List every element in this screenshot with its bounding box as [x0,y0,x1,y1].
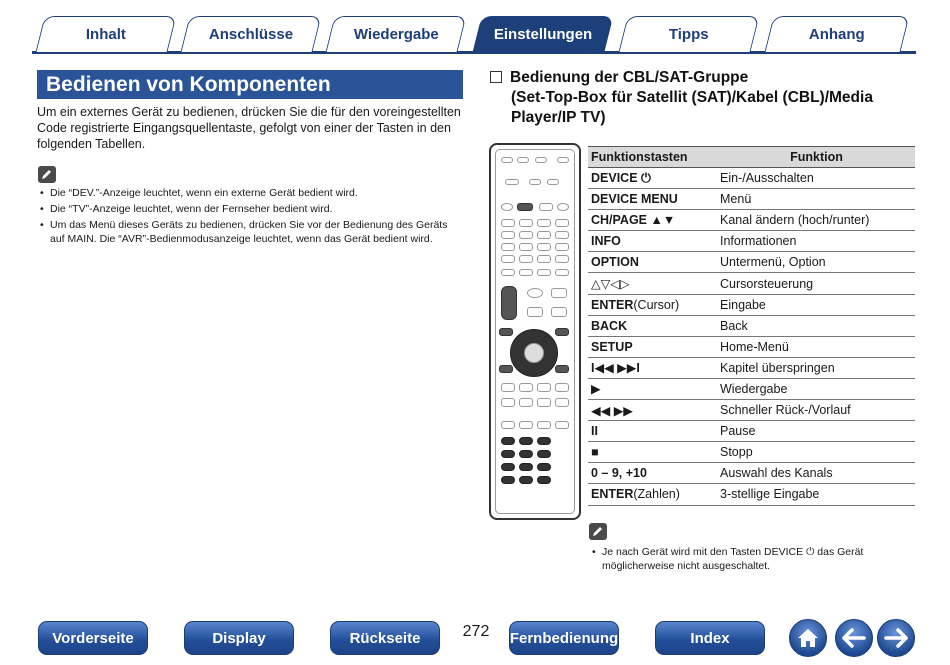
remote-key [519,255,533,263]
remote-number-key [519,463,533,471]
key-label: ENTER [591,487,634,502]
remote-indicator [547,179,559,185]
key-label: INFO [591,234,621,249]
row-key [588,400,718,421]
home-icon[interactable] [789,619,827,657]
display-button[interactable]: Display [184,621,294,655]
remote-indicator [529,179,541,185]
remote-number-key [537,463,551,471]
remote-key [557,203,569,211]
pencil-icon [589,523,607,540]
page-number: 272 [462,623,490,640]
function-table [588,146,915,506]
row-key [588,168,718,189]
key-label: ▶ [591,382,601,397]
section-heading [490,68,920,128]
remote-key [555,231,569,239]
row-function: 3-stellige Eingabe [718,484,915,505]
tab-label: Wiedergabe [353,26,439,43]
row-function: Eingabe [718,294,915,315]
remote-number-key [537,450,551,458]
row-key [588,189,718,210]
table-row [588,336,915,357]
remote-enter-key [524,343,544,363]
remote-key [555,398,569,407]
remote-key [501,269,515,276]
table-row [588,378,915,399]
checkbox-icon [490,71,502,83]
chapter-tabs [32,16,916,54]
row-key [588,357,718,378]
remote-number-key [501,437,515,445]
remote-key [537,383,551,392]
row-function: Auswahl des Kanals [718,463,915,484]
tab-label: Tipps [669,26,709,43]
key-label: CH/PAGE ▲▼ [591,213,676,228]
row-function: Untermenü, Option [718,252,915,273]
remote-key [519,398,533,407]
key-label: BACK [591,318,628,333]
remote-key [555,255,569,263]
row-key [588,210,718,231]
remote-key [501,255,515,263]
remote-key [555,219,569,227]
table-row [588,400,915,421]
tab-label: Einstellungen [493,26,593,43]
row-function: Stopp [718,442,915,463]
page-title: Bedienen von Komponenten [37,70,463,99]
row-function: Menü [718,189,915,210]
row-function: Ein-/Ausschalten [718,168,915,189]
key-label: SETUP [591,339,633,354]
front-panel-button[interactable]: Vorderseite [38,621,148,655]
list-item: • Je nach Gerät wird mit den Tasten DEVICE ⏻ das Gerät möglicherweise nicht ausgeschaltet. [590,545,910,573]
remote-key [519,219,533,227]
remote-indicator [505,179,519,185]
remote-key [519,243,533,251]
remote-key [537,243,551,251]
remote-key [551,288,567,298]
table-row [588,463,915,484]
remote-key [501,421,515,429]
arrow-left-icon[interactable] [835,619,873,657]
remote-key [537,421,551,429]
remote-key [501,231,515,239]
key-label: 0 – 9, +10 [591,466,647,481]
remote-number-key [501,476,515,484]
tab-label: Anhang [808,26,865,43]
row-key [588,463,718,484]
key-suffix: (Cursor) [633,297,680,312]
tab-anschluesse[interactable] [181,16,322,52]
row-key [588,231,718,252]
remote-key [517,203,533,211]
key-suffix: (Zahlen) [633,487,680,502]
row-function: Back [718,315,915,336]
index-button[interactable]: Index [655,621,765,655]
remote-key [555,421,569,429]
remote-key [519,421,533,429]
remote-key [537,269,551,276]
table-row [588,421,915,442]
rear-panel-button[interactable]: Rückseite [330,621,440,655]
remote-key [539,203,553,211]
row-key [588,442,718,463]
row-function: Informationen [718,231,915,252]
table-row [588,168,915,189]
remote-key [501,219,515,227]
remote-key [499,328,513,336]
table-row [588,484,915,505]
intro-text: Um ein externes Gerät zu bedienen, drücken Sie die für den voreingestellten Code registrierte Eingangsquellentaste, gefolgt von einer der Tasten in den folgenden Tabellen. [37,105,461,151]
remote-key [519,269,533,276]
tab-label: Inhalt [85,26,126,43]
heading-line: (Set-Top-Box für Satellit (SAT)/Kabel (CBL)/Media Player/IP TV) [511,89,873,126]
tab-anhang[interactable] [765,16,910,52]
remote-key [519,231,533,239]
row-function: Home-Menü [718,336,915,357]
table-row [588,189,915,210]
column-header-keys: Funktionstasten [588,147,718,168]
remote-control-button[interactable]: Fernbedienung [509,621,619,655]
remote-key [527,307,543,317]
tab-einstellungen[interactable] [473,16,614,52]
key-label: DEVICE ⏻ [591,170,651,185]
tab-label: Anschlüsse [208,26,293,43]
remote-key [501,203,513,211]
remote-key [537,231,551,239]
table-row [588,315,915,336]
row-key [588,273,718,294]
list-item: • Die “TV”-Anzeige leuchtet, wenn der Fernseher bedient wird. [38,202,458,216]
remote-rocker [501,286,517,320]
remote-key [501,157,513,163]
heading-line: Bedienung der CBL/SAT-Gruppe [510,69,749,86]
remote-key [557,157,569,163]
row-function: Kanal ändern (hoch/runter) [718,210,915,231]
row-function: Cursorsteuerung [718,273,915,294]
tab-tipps[interactable] [619,16,760,52]
row-key [588,252,718,273]
row-key [588,421,718,442]
remote-key [499,365,513,373]
key-label: DEVICE MENU [591,192,678,207]
remote-key [537,219,551,227]
remote-number-key [537,476,551,484]
row-function: Schneller Rück-/Vorlauf [718,400,915,421]
row-function: Wiedergabe [718,378,915,399]
list-item: • Die “DEV.”-Anzeige leuchtet, wenn ein externe Gerät bedient wird. [38,186,458,200]
remote-key [501,398,515,407]
remote-key [519,383,533,392]
key-label: △▽◁▷ [591,277,630,292]
remote-number-key [519,476,533,484]
remote-key [501,383,515,392]
row-key [588,378,718,399]
remote-key [555,365,569,373]
remote-key [527,288,543,298]
remote-key [551,307,567,317]
key-label: I◀◀ ▶▶I [591,361,640,376]
arrow-right-icon[interactable] [877,619,915,657]
remote-key [537,398,551,407]
row-function: Pause [718,421,915,442]
key-label: ◀◀ ▶▶ [591,403,633,418]
remote-number-key [537,437,551,445]
remote-control-illustration [489,143,581,520]
row-key [588,336,718,357]
table-row [588,294,915,315]
remote-number-key [501,463,515,471]
key-label: ENTER [591,297,634,312]
key-label: OPTION [591,255,639,270]
tab-wiedergabe[interactable] [326,16,467,52]
key-label: ■ [591,445,599,460]
table-row [588,231,915,252]
list-item: • Um das Menü dieses Geräts zu bedienen, drücken Sie vor der Bedienung des Geräts auf MAIN. Die “AVR”-Bedienmodusanzeige leuchtet, wenn das Gerät bedient wird. [38,218,458,246]
table-row [588,273,915,294]
column-header-function: Funktion [718,147,915,168]
row-key [588,315,718,336]
table-header-row [588,147,915,168]
row-function: Kapitel überspringen [718,357,915,378]
remote-key [555,383,569,392]
remote-key [501,243,515,251]
remote-number-key [519,437,533,445]
remote-key [517,157,529,163]
table-row [588,252,915,273]
row-key [588,294,718,315]
table-row [588,357,915,378]
note-list [38,186,458,248]
remote-key [555,243,569,251]
tab-inhalt[interactable] [36,16,177,52]
key-label: II [591,424,598,439]
pencil-icon [38,166,56,183]
table-row [588,442,915,463]
remote-key [537,255,551,263]
table-row [588,210,915,231]
remote-number-key [519,450,533,458]
remote-number-key [501,450,515,458]
row-key [588,484,718,505]
right-note-list [590,545,910,575]
remote-key [555,269,569,276]
remote-key [555,328,569,336]
remote-key [535,157,547,163]
